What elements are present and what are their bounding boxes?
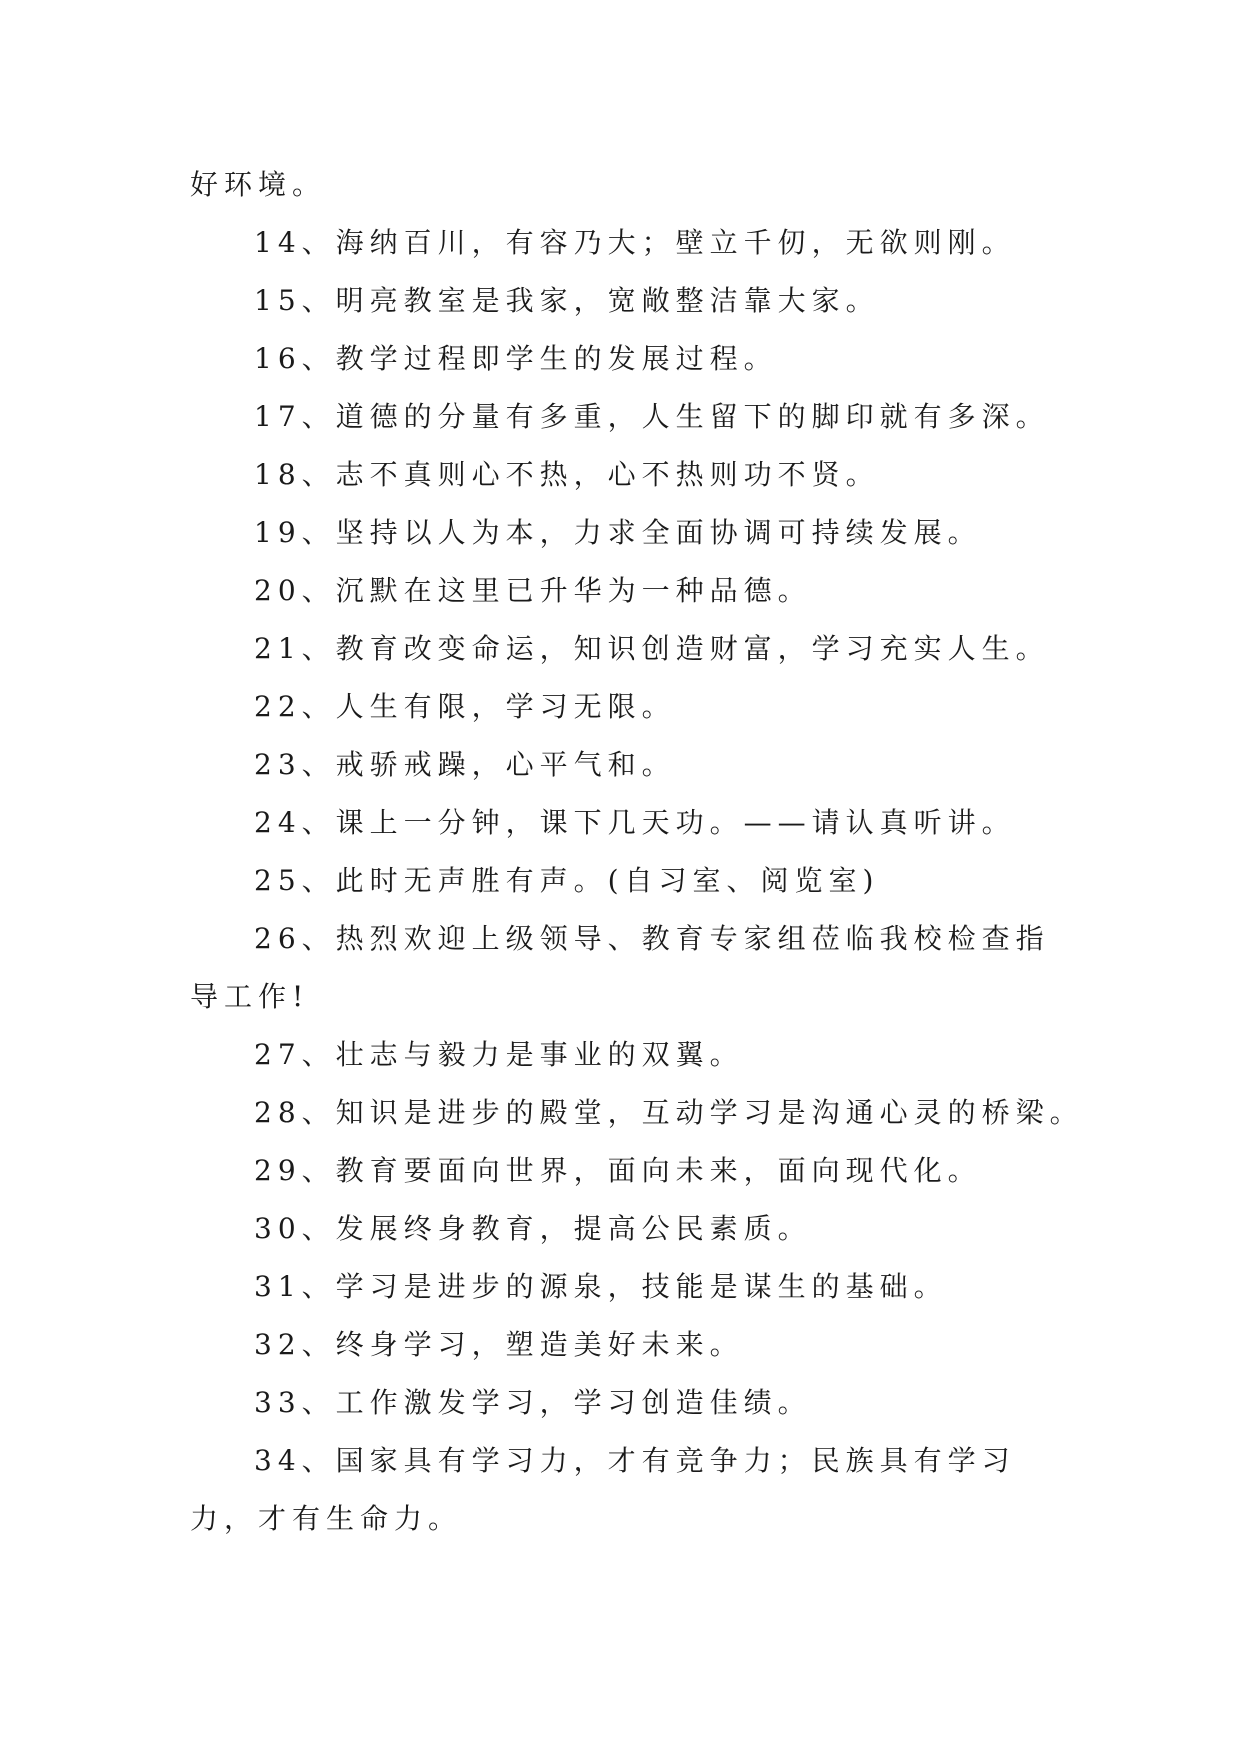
slogan-item-24: 24、课上一分钟，课下几天功。——请认真听讲。 xyxy=(254,806,1016,839)
slogan-item-34: 34、国家具有学习力，才有竞争力；民族具有学习力，才有生命力。 xyxy=(190,1444,1016,1535)
paragraph-continuation: 好环境。 xyxy=(190,168,327,201)
slogan-item-18: 18、志不真则心不热，心不热则功不贤。 xyxy=(254,458,880,491)
slogan-item-15: 15、明亮教室是我家，宽敞整洁靠大家。 xyxy=(254,284,880,317)
slogan-item-19: 19、坚持以人为本，力求全面协调可持续发展。 xyxy=(254,516,982,549)
slogan-item-27: 27、壮志与毅力是事业的双翼。 xyxy=(254,1038,744,1071)
slogan-item-23: 23、戒骄戒躁，心平气和。 xyxy=(254,748,676,781)
slogan-item-21: 21、教育改变命运，知识创造财富，学习充实人生。 xyxy=(254,632,1050,665)
slogan-item-25: 25、此时无声胜有声。(自习室、阅览室) xyxy=(254,864,880,897)
slogan-item-14: 14、海纳百川，有容乃大；壁立千仞，无欲则刚。 xyxy=(254,226,1016,259)
slogan-item-30: 30、发展终身教育，提高公民素质。 xyxy=(254,1212,812,1245)
slogan-item-17: 17、道德的分量有多重，人生留下的脚印就有多深。 xyxy=(254,400,1050,433)
slogan-item-33: 33、工作激发学习，学习创造佳绩。 xyxy=(254,1386,812,1419)
slogan-item-29: 29、教育要面向世界，面向未来，面向现代化。 xyxy=(254,1154,982,1187)
slogan-item-32: 32、终身学习，塑造美好未来。 xyxy=(254,1328,744,1361)
slogan-item-26: 26、热烈欢迎上级领导、教育专家组莅临我校检查指导工作! xyxy=(190,922,1050,1013)
slogan-item-22: 22、人生有限，学习无限。 xyxy=(254,690,676,723)
slogan-item-20: 20、沉默在这里已升华为一种品德。 xyxy=(254,574,812,607)
document-body xyxy=(190,156,1084,1548)
slogan-item-16: 16、教学过程即学生的发展过程。 xyxy=(254,342,778,375)
slogan-item-28: 28、知识是进步的殿堂，互动学习是沟通心灵的桥梁。 xyxy=(254,1096,1084,1129)
slogan-item-31: 31、学习是进步的源泉，技能是谋生的基础。 xyxy=(254,1270,948,1303)
